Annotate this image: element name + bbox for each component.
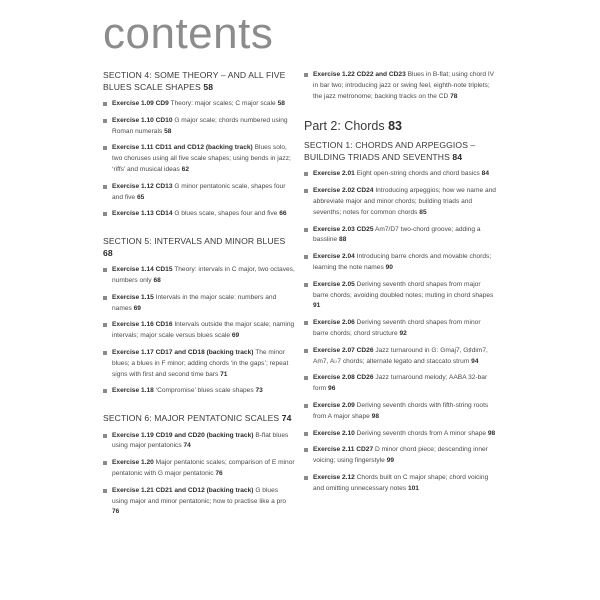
exercise-description: G minor pentatonic scale, shapes four and five [112, 182, 286, 201]
exercise-label: Exercise 1.09 CD9 [112, 100, 169, 107]
section-title: SECTION 4: SOME THEORY – AND ALL FIVE BLUES SCALE SHAPES [103, 70, 286, 92]
exercise-label: Exercise 1.15 [112, 293, 154, 301]
contents-entry [103, 116, 295, 138]
contents-entry [304, 280, 496, 312]
exercise-page-number: 76 [215, 470, 223, 478]
contents-entry [103, 320, 295, 342]
square-bullet-icon [103, 102, 107, 106]
exercise-page-number: 78 [450, 92, 458, 100]
exercise-label: Exercise 2.08 CD26 [313, 374, 374, 382]
exercise-label: Exercise 1.18 [112, 387, 154, 395]
part-heading [304, 118, 496, 134]
exercise-page-number: 76 [112, 508, 120, 516]
exercise-page-number: 98 [487, 429, 496, 437]
exercise-description: Deriving seventh chord shapes from minor barre chords; chord structure [313, 319, 481, 337]
exercise-label: Exercise 1.17 CD17 and CD18 (backing track) [112, 348, 254, 356]
square-bullet-icon [103, 434, 107, 438]
contents-entry [304, 473, 496, 495]
exercise-page-number: 96 [328, 385, 336, 393]
square-bullet-icon [304, 376, 308, 380]
contents-entry [103, 209, 295, 220]
exercise-label: Exercise 2.11 CD27 [313, 446, 374, 454]
exercise-description: Blues solo, two choruses using all five scale shapes; using bends in jazz; ‘riffs’ and musical ideas [112, 144, 291, 173]
exercise-page-number: 58 [277, 100, 285, 107]
contents-entry [103, 386, 295, 397]
exercise-label: Exercise 1.22 CD22 and CD23 [313, 71, 406, 78]
contents-entry [304, 225, 496, 247]
exercise-label: Exercise 2.03 CD25 [313, 225, 374, 233]
contents-entry [304, 186, 496, 218]
contents-entry [304, 169, 496, 180]
square-bullet-icon [304, 228, 308, 232]
exercise-page-number: 88 [339, 236, 347, 244]
right-column [304, 70, 496, 495]
exercise-page-number: 85 [419, 208, 427, 216]
exercise-page-number: 71 [220, 370, 228, 378]
square-bullet-icon [103, 389, 107, 393]
contents-entry [304, 346, 496, 368]
exercise-label: Exercise 2.12 [313, 473, 355, 481]
section-page-number: 58 [203, 81, 214, 92]
square-bullet-icon [304, 349, 308, 353]
exercise-description: G blues scale, shapes four and five [174, 210, 278, 218]
exercise-label: Exercise 1.10 CD10 [112, 116, 173, 124]
exercise-label: Exercise 1.19 CD19 and CD20 (backing track) [112, 431, 254, 439]
square-bullet-icon [103, 119, 107, 123]
square-bullet-icon [304, 283, 308, 287]
exercise-page-number: 65 [136, 193, 145, 201]
exercise-page-number: 98 [371, 412, 379, 420]
exercise-description: Introducing arpeggios; how we name and abbreviate major and minor chords; building triads and sevenths; notes for common chords [313, 187, 496, 216]
exercise-label: Exercise 1.14 CD15 [112, 266, 173, 274]
square-bullet-icon [304, 189, 308, 193]
exercise-label: Exercise 2.02 CD24 [313, 187, 374, 195]
exercise-description: G major scale; chords numbered using Roman numerals [112, 116, 288, 135]
contents-entry [304, 318, 496, 340]
contents-entry [304, 70, 496, 102]
square-bullet-icon [304, 432, 308, 436]
contents-entry [304, 401, 496, 423]
exercise-description: Intervals outside the major scale; naming intervals; major scale versus blues scale [112, 321, 295, 340]
exercise-page-number: 91 [313, 302, 321, 310]
square-bullet-icon [103, 489, 107, 493]
contents-entry [103, 265, 295, 287]
square-bullet-icon [304, 73, 308, 77]
exercise-page-number: 69 [133, 304, 141, 312]
exercise-page-number: 62 [181, 165, 189, 173]
section-title: SECTION 5: INTERVALS AND MINOR BLUES [103, 236, 286, 247]
square-bullet-icon [103, 185, 107, 189]
exercise-page-number: 101 [407, 484, 419, 492]
section-title: SECTION 1: CHORDS AND ARPEGGIOS – BUILDING TRIADS AND SEVENTHS [304, 140, 476, 162]
section-heading [103, 236, 295, 259]
section-page-number: 84 [452, 151, 463, 162]
exercise-description: Theory: intervals in C major, two octaves, numbers only [112, 266, 295, 284]
exercise-description: Theory: major scales; C major scale [170, 100, 276, 107]
exercise-label: Exercise 1.16 CD16 [112, 321, 173, 329]
contents-entry [103, 486, 295, 518]
exercise-page-number: 92 [399, 329, 407, 337]
square-bullet-icon [304, 404, 308, 408]
exercise-label: Exercise 2.06 [313, 319, 355, 327]
exercise-label: Exercise 2.05 [313, 280, 355, 288]
exercise-label: Exercise 1.12 CD13 [112, 182, 173, 190]
contents-entry [103, 143, 295, 175]
exercise-page-number: 58 [164, 127, 172, 135]
exercise-page-number: 99 [386, 457, 395, 465]
exercise-page-number: 73 [255, 387, 263, 395]
exercise-page-number: 74 [183, 442, 191, 450]
square-bullet-icon [304, 255, 308, 259]
exercise-description: Am7/D7 two-chord groove; adding a bassline [313, 225, 481, 244]
square-bullet-icon [103, 268, 107, 272]
contents-entry [304, 445, 496, 467]
left-column [103, 70, 295, 518]
exercise-label: Exercise 1.11 CD11 and CD12 (backing track) [112, 144, 253, 152]
exercise-description: Introducing barre chords and movable chords; learning the note names [313, 253, 492, 271]
square-bullet-icon [103, 461, 107, 465]
square-bullet-icon [103, 212, 107, 216]
exercise-label: Exercise 1.13 CD14 [112, 210, 173, 218]
section-page-number: 74 [281, 413, 292, 424]
square-bullet-icon [304, 448, 308, 452]
exercise-label: Exercise 2.04 [313, 253, 355, 261]
exercise-page-number: 90 [385, 263, 393, 271]
square-bullet-icon [103, 296, 107, 300]
exercise-page-number: 66 [279, 210, 287, 218]
square-bullet-icon [304, 321, 308, 325]
exercise-description: B-flat blues using major pentatonics [112, 431, 289, 450]
contents-entry [103, 458, 295, 480]
square-bullet-icon [103, 351, 107, 355]
section-title: SECTION 6: MAJOR PENTATONIC SCALES [103, 413, 280, 424]
exercise-label: Exercise 2.10 [313, 429, 355, 437]
page-title: contents [103, 9, 274, 58]
exercise-description: ‘Compromise’ blues scale shapes [155, 387, 254, 395]
exercise-label: Exercise 2.01 [313, 170, 355, 178]
section-page-number: 68 [103, 247, 113, 258]
exercise-description: D minor chord piece; descending inner voicing; using fingerstyle [313, 446, 488, 465]
exercise-description: Deriving seventh chords with fifth-string roots from A major shape [313, 401, 489, 420]
exercise-page-number: 94 [471, 357, 479, 365]
exercise-label: Exercise 1.20 [112, 459, 154, 467]
square-bullet-icon [304, 172, 308, 176]
contents-entry [304, 252, 496, 274]
contents-entry [103, 293, 295, 315]
exercise-description: Chords built on C major shape; chord voicing and omitting unnecessary notes [313, 473, 489, 492]
exercise-description: Eight open-string chords and chord basics [356, 170, 480, 178]
exercise-description: Deriving seventh chords from A minor shape [356, 429, 487, 437]
square-bullet-icon [103, 146, 107, 150]
contents-entry [103, 99, 295, 110]
part-page-number: 83 [388, 119, 402, 134]
section-heading [304, 140, 496, 163]
exercise-description: Intervals in the major scale: numbers and names [112, 293, 277, 312]
square-bullet-icon [304, 476, 308, 480]
exercise-description: G blues using major and minor pentatonic; how to practise like a pro [112, 486, 287, 505]
part-title: Part 2: Chords [304, 119, 385, 134]
square-bullet-icon [103, 323, 107, 327]
contents-entry [103, 431, 295, 453]
exercise-label: Exercise 2.09 [313, 401, 355, 409]
exercise-description: Major pentatonic scales; comparison of E minor pentatonic with G major pentatonic [112, 459, 295, 478]
exercise-description: Blues in B-flat; using chord IV in bar two; introducing jazz or swing feel, eighth-note triplets; the jazz metronome; backing tracks on the CD [313, 71, 495, 100]
exercise-description: Deriving seventh chord shapes from major barre chords; avoiding doubled notes; muting in chord shapes [313, 280, 494, 299]
exercise-description: The minor blues; a blues in F minor; adding chords ‘in the gaps’; repeat signs with first and second time bars [112, 348, 289, 378]
exercise-label: Exercise 1.21 CD21 and CD12 (backing track) [112, 486, 254, 494]
exercise-description: Jazz turnaround melody; AABA 32-bar form [313, 374, 488, 393]
exercise-page-number: 69 [231, 332, 240, 340]
exercise-page-number: 84 [481, 170, 489, 178]
contents-entry [304, 429, 496, 440]
exercise-page-number: 68 [153, 276, 161, 284]
exercise-label: Exercise 2.07 CD26 [313, 346, 374, 354]
contents-entry [304, 373, 496, 395]
section-heading [103, 70, 295, 93]
section-heading [103, 413, 295, 425]
contents-entry [103, 182, 295, 204]
exercise-description: Jazz turnaround in G: Gmaj7, G♯dim7, Am7, A♭7 chords; alternate legato and staccato strum [313, 346, 488, 365]
contents-entry [103, 348, 295, 380]
